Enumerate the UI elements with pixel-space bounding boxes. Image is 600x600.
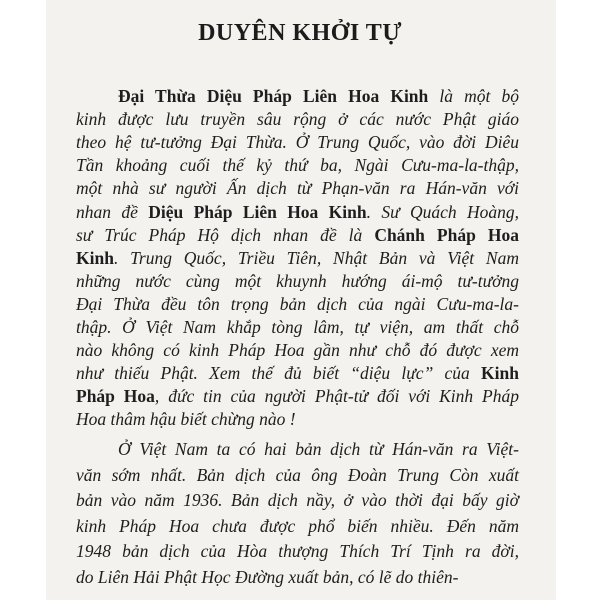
bold-text: Đại Thừa Diệu Pháp Liên Hoa Kinh	[118, 86, 429, 106]
italic-text: văn sớm nhất. Bản dịch của ông Đoàn Trung Còn xuất	[76, 464, 519, 485]
text-line	[76, 108, 519, 130]
italic-text: nào không có kinh Pháp Hoa gần như chỗ đó được xem	[76, 340, 519, 361]
text-line	[76, 201, 519, 223]
text-line	[76, 316, 519, 338]
italic-text: những nước cùng một khuynh hướng ái-mộ tư-tưởng	[76, 270, 519, 291]
text-line	[118, 438, 519, 460]
italic-text: do Liên Hải Phật Học Đường xuất bản, có lẽ do thiên-	[76, 567, 459, 587]
italic-text: Ở Việt Nam ta có hai bản dịch từ Hán-văn ra Việt-	[118, 439, 519, 459]
text-line	[76, 131, 519, 153]
italic-text: . Sư Quách Hoàng,	[366, 201, 519, 222]
italic-text: nhan đề	[76, 201, 149, 222]
italic-text: kinh được lưu truyền sâu rộng ở các nước Phật giáo	[76, 109, 519, 130]
text-line	[76, 515, 519, 537]
text-line	[76, 362, 519, 384]
text-line	[76, 540, 519, 562]
text-line	[118, 85, 519, 107]
bold-text: Diệu Pháp Liên Hoa Kinh	[148, 201, 367, 222]
italic-text: Đại Thừa đều tôn trọng bản dịch của ngài Cưu-ma-la-	[76, 293, 519, 314]
text-line	[76, 270, 519, 292]
text-line	[76, 224, 519, 246]
text-line	[76, 293, 519, 315]
italic-text: là một bộ	[428, 86, 519, 106]
bold-text: Chánh Pháp Hoa	[374, 224, 519, 245]
text-line	[76, 177, 519, 199]
text-line	[76, 464, 519, 486]
bold-text: Pháp Hoa	[76, 386, 155, 407]
italic-text: theo hệ tư-tưởng Đại Thừa. Ở Trung Quốc, vào đời Diêu	[76, 132, 519, 153]
italic-text: thập. Ở Việt Nam khắp tòng lâm, tự viện, am thất chỗ	[76, 317, 519, 337]
text-line	[76, 154, 519, 176]
italic-text: một nhà sư người Ấn dịch từ Phạn-văn ra Hán-văn với	[76, 178, 519, 199]
italic-text: . Trung Quốc, Triều Tiên, Nhật Bản và Việt Nam	[113, 247, 519, 268]
italic-text: như thiếu Phật. Xem thế đủ biết “diệu lực” của	[76, 363, 482, 384]
page-title: DUYÊN KHỞI TỰ	[198, 20, 402, 46]
text-line	[76, 489, 519, 511]
text-line	[76, 247, 519, 269]
italic-text: bản vào năm 1936. Bản dịch nầy, ở vào thời đại bấy giờ	[76, 490, 519, 511]
bold-text: Kinh	[481, 363, 519, 384]
italic-text: sư Trúc Pháp Hộ dịch nhan đề là	[76, 224, 375, 245]
text-line	[76, 408, 519, 430]
italic-text: 1948 bản dịch của Hòa thượng Thích Trí Tịnh ra đời,	[76, 541, 519, 562]
italic-text: kinh Pháp Hoa chưa được phổ biến nhiều. Đến năm	[76, 515, 519, 536]
italic-text: , đức tin của người Phật-tử đối với Kinh Pháp	[154, 386, 519, 407]
italic-text: Tần khoảng cuối thế kỷ thứ ba, Ngài Cưu-ma-la-thập,	[76, 155, 519, 176]
text-line	[76, 339, 519, 361]
text-line	[76, 385, 519, 407]
italic-text: Hoa thâm hậu biết chừng nào !	[76, 409, 296, 430]
text-line	[76, 566, 519, 588]
bold-text: Kinh	[76, 247, 114, 268]
